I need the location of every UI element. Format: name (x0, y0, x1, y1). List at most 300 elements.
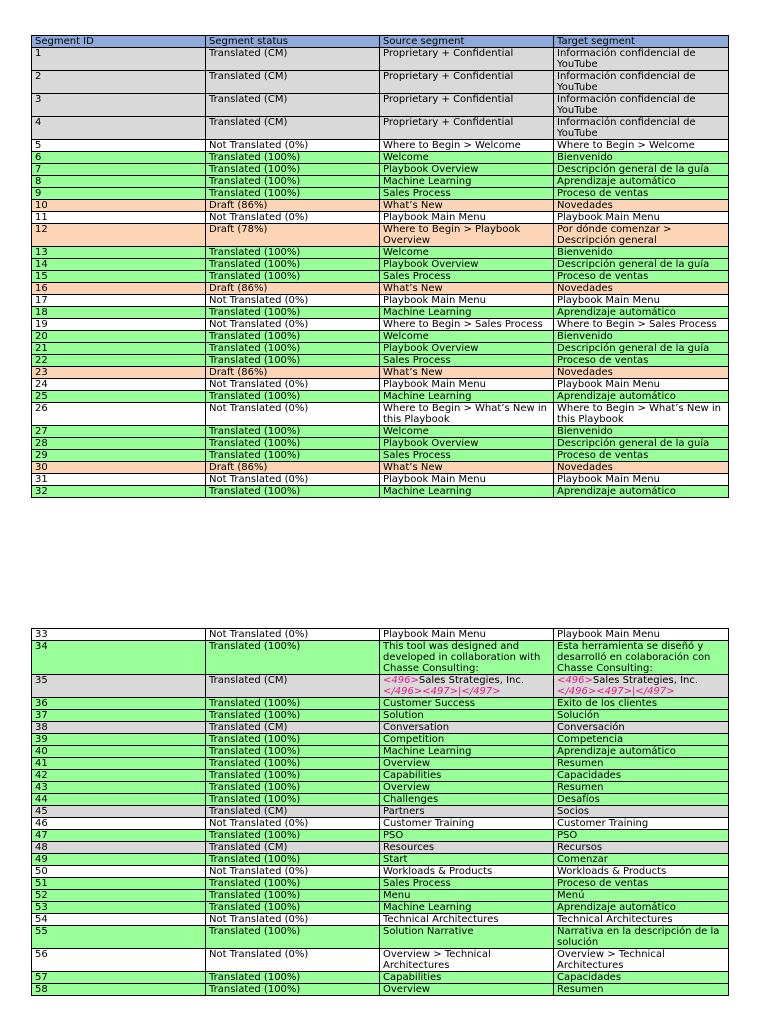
source-segment-cell: What’s New (380, 200, 554, 212)
source-segment-cell: Where to Begin > Sales Process (380, 319, 554, 331)
source-segment-cell: Playbook Main Menu (380, 474, 554, 486)
table-row (32, 307, 729, 319)
source-segment-cell: Proprietary + Confidential (380, 94, 554, 117)
table-row (32, 140, 729, 152)
segment-id-cell: 17 (32, 295, 206, 307)
source-segment-cell: Playbook Main Menu (380, 295, 554, 307)
target-segment-cell: Aprendizaje automático (554, 176, 729, 188)
table-row (32, 343, 729, 355)
segment-id-cell: 27 (32, 426, 206, 438)
segment-table-1 (31, 35, 729, 498)
segment-id-cell: 5 (32, 140, 206, 152)
table-row (32, 474, 729, 486)
source-segment-cell: Playbook Main Menu (380, 629, 554, 641)
source-segment-cell: Proprietary + Confidential (380, 117, 554, 140)
segment-status-cell: Translated (100%) (206, 247, 380, 259)
source-segment-cell: Machine Learning (380, 391, 554, 403)
segment-id-cell: 15 (32, 271, 206, 283)
table-row (32, 48, 729, 71)
inline-tag: <496> (557, 675, 593, 686)
target-segment-cell: Comenzar (554, 854, 729, 866)
source-segment-cell: Where to Begin > What’s New in this Playbook (380, 403, 554, 426)
table-row (32, 949, 729, 972)
segment-id-cell: 4 (32, 117, 206, 140)
source-segment-cell: Overview (380, 782, 554, 794)
source-segment-cell (380, 675, 554, 698)
target-segment-cell: Descripción general de la guía (554, 259, 729, 271)
target-segment-cell: Competencia (554, 734, 729, 746)
table-row (32, 984, 729, 996)
source-segment-cell: Playbook Overview (380, 259, 554, 271)
segment-status-cell: Translated (100%) (206, 746, 380, 758)
segment-id-cell: 31 (32, 474, 206, 486)
table-row (32, 878, 729, 890)
segment-status-cell: Translated (100%) (206, 878, 380, 890)
segment-status-cell: Not Translated (0%) (206, 379, 380, 391)
source-segment-cell: What’s New (380, 367, 554, 379)
segment-status-cell: Translated (100%) (206, 890, 380, 902)
table-row (32, 794, 729, 806)
segment-id-cell: 7 (32, 164, 206, 176)
table-row (32, 770, 729, 782)
segment-id-cell: 45 (32, 806, 206, 818)
target-segment-cell: Novedades (554, 462, 729, 474)
source-segment-cell: Proprietary + Confidential (380, 71, 554, 94)
inline-tag: </496><497>|</497> (383, 686, 501, 697)
table-row (32, 746, 729, 758)
target-segment-cell: Bienvenido (554, 152, 729, 164)
table-row (32, 188, 729, 200)
target-segment-cell: Where to Begin > What’s New in this Playbook (554, 403, 729, 426)
source-segment-cell: What’s New (380, 462, 554, 474)
table-row (32, 866, 729, 878)
segment-id-cell: 8 (32, 176, 206, 188)
target-segment-cell: Descripción general de la guía (554, 438, 729, 450)
segment-status-cell: Translated (100%) (206, 972, 380, 984)
target-segment-cell: Proceso de ventas (554, 878, 729, 890)
source-segment-cell: Partners (380, 806, 554, 818)
target-segment-cell (554, 675, 729, 698)
target-segment-cell: Novedades (554, 283, 729, 295)
table-row (32, 247, 729, 259)
segment-status-cell: Translated (100%) (206, 902, 380, 914)
table-row (32, 319, 729, 331)
target-segment-cell: Información confidencial de YouTube (554, 48, 729, 71)
table-row (32, 854, 729, 866)
segment-status-cell: Translated (100%) (206, 450, 380, 462)
target-segment-cell: Aprendizaje automático (554, 391, 729, 403)
segment-id-cell: 14 (32, 259, 206, 271)
segment-id-cell: 39 (32, 734, 206, 746)
segment-id-cell: 19 (32, 319, 206, 331)
source-segment-cell: Workloads & Products (380, 866, 554, 878)
table-row (32, 164, 729, 176)
source-segment-cell: Capabilities (380, 972, 554, 984)
target-segment-cell: Capacidades (554, 972, 729, 984)
table-row (32, 890, 729, 902)
segment-id-cell: 6 (32, 152, 206, 164)
table-row (32, 403, 729, 426)
segment-status-cell: Not Translated (0%) (206, 629, 380, 641)
target-segment-cell: Descripción general de la guía (554, 343, 729, 355)
inline-tag: </496><497>|</497> (557, 686, 675, 697)
source-segment-cell: Capabilities (380, 770, 554, 782)
target-segment-cell: Aprendizaje automático (554, 746, 729, 758)
segment-id-cell: 33 (32, 629, 206, 641)
table-row (32, 734, 729, 746)
target-segment-cell: Playbook Main Menu (554, 379, 729, 391)
segment-id-cell: 51 (32, 878, 206, 890)
target-segment-cell: Capacidades (554, 770, 729, 782)
target-segment-cell: Playbook Main Menu (554, 629, 729, 641)
target-segment-cell: Proceso de ventas (554, 450, 729, 462)
source-segment-cell: Challenges (380, 794, 554, 806)
source-segment-cell: Playbook Main Menu (380, 212, 554, 224)
table-row (32, 200, 729, 212)
table-row (32, 212, 729, 224)
target-segment-cell: Proceso de ventas (554, 355, 729, 367)
source-segment-cell: Overview > Technical Architectures (380, 949, 554, 972)
source-segment-cell: Welcome (380, 247, 554, 259)
source-segment-cell: Proprietary + Confidential (380, 48, 554, 71)
segment-id-cell: 56 (32, 949, 206, 972)
target-segment-cell: Por dónde comenzar > Descripción general (554, 224, 729, 247)
table-row (32, 486, 729, 498)
header-target-segment: Target segment (554, 36, 729, 48)
segment-id-cell: 1 (32, 48, 206, 71)
target-segment-cell: Resumen (554, 782, 729, 794)
target-segment-cell: Technical Architectures (554, 914, 729, 926)
segment-id-cell: 46 (32, 818, 206, 830)
segment-status-cell: Translated (100%) (206, 176, 380, 188)
source-segment-cell: Sales Process (380, 450, 554, 462)
segment-status-cell: Not Translated (0%) (206, 866, 380, 878)
table-row (32, 94, 729, 117)
table-row (32, 379, 729, 391)
source-segment-cell: Solution Narrative (380, 926, 554, 949)
segment-status-cell: Translated (100%) (206, 794, 380, 806)
segment-status-cell: Translated (CM) (206, 842, 380, 854)
source-segment-cell: Customer Training (380, 818, 554, 830)
segment-table-2-body (32, 629, 729, 996)
segment-id-cell: 34 (32, 641, 206, 675)
target-segment-cell: Solución (554, 710, 729, 722)
segment-status-cell: Translated (100%) (206, 331, 380, 343)
target-segment-cell: Bienvenido (554, 426, 729, 438)
table-row (32, 830, 729, 842)
source-segment-cell: Sales Process (380, 271, 554, 283)
segment-status-cell: Translated (100%) (206, 782, 380, 794)
target-segment-cell: Overview > Technical Architectures (554, 949, 729, 972)
segment-status-cell: Translated (100%) (206, 830, 380, 842)
table-row (32, 641, 729, 675)
segment-status-cell: Not Translated (0%) (206, 914, 380, 926)
target-segment-cell: Proceso de ventas (554, 271, 729, 283)
target-segment-cell: Desafíos (554, 794, 729, 806)
source-segment-cell: Sales Process (380, 188, 554, 200)
segment-status-cell: Translated (100%) (206, 926, 380, 949)
table-row (32, 782, 729, 794)
header-source-segment: Source segment (380, 36, 554, 48)
segment-id-cell: 58 (32, 984, 206, 996)
segment-id-cell: 28 (32, 438, 206, 450)
source-segment-cell: Machine Learning (380, 486, 554, 498)
target-segment-cell: Descripción general de la guía (554, 164, 729, 176)
segment-id-cell: 42 (32, 770, 206, 782)
segment-id-cell: 54 (32, 914, 206, 926)
target-segment-cell: Información confidencial de YouTube (554, 117, 729, 140)
segment-status-cell: Translated (CM) (206, 722, 380, 734)
segment-id-cell: 11 (32, 212, 206, 224)
segment-status-cell: Translated (100%) (206, 164, 380, 176)
target-segment-cell: Conversación (554, 722, 729, 734)
target-segment-cell: Novedades (554, 367, 729, 379)
segment-status-cell: Translated (100%) (206, 734, 380, 746)
target-segment-cell: Aprendizaje automático (554, 486, 729, 498)
source-segment-cell: Overview (380, 758, 554, 770)
table-row (32, 629, 729, 641)
source-segment-cell: Where to Begin > Playbook Overview (380, 224, 554, 247)
segment-text: Sales Strategies, Inc. (592, 675, 699, 686)
target-segment-cell: Menú (554, 890, 729, 902)
table-row (32, 71, 729, 94)
segment-id-cell: 30 (32, 462, 206, 474)
segment-status-cell: Draft (86%) (206, 367, 380, 379)
target-segment-cell: Aprendizaje automático (554, 902, 729, 914)
segment-status-cell: Translated (100%) (206, 188, 380, 200)
segment-id-cell: 16 (32, 283, 206, 295)
target-segment-cell: Recursos (554, 842, 729, 854)
table-row (32, 818, 729, 830)
source-segment-cell: Playbook Overview (380, 343, 554, 355)
segment-id-cell: 50 (32, 866, 206, 878)
segment-id-cell: 48 (32, 842, 206, 854)
target-segment-cell: PSO (554, 830, 729, 842)
segment-status-cell: Translated (CM) (206, 48, 380, 71)
segment-id-cell: 21 (32, 343, 206, 355)
segment-id-cell: 2 (32, 71, 206, 94)
segment-status-cell: Translated (100%) (206, 641, 380, 675)
segment-status-cell: Translated (100%) (206, 391, 380, 403)
segment-status-cell: Not Translated (0%) (206, 474, 380, 486)
segment-id-cell: 3 (32, 94, 206, 117)
target-segment-cell: Aprendizaje automático (554, 307, 729, 319)
table-row (32, 675, 729, 698)
target-segment-cell: Narrativa en la descripción de la solución (554, 926, 729, 949)
source-segment-cell: What’s New (380, 283, 554, 295)
segment-id-cell: 29 (32, 450, 206, 462)
header-segment-id: Segment ID (32, 36, 206, 48)
segment-id-cell: 18 (32, 307, 206, 319)
segment-table-1-body (32, 48, 729, 498)
source-segment-cell: Welcome (380, 426, 554, 438)
segment-status-cell: Not Translated (0%) (206, 295, 380, 307)
target-segment-cell: Proceso de ventas (554, 188, 729, 200)
segment-status-cell: Draft (86%) (206, 200, 380, 212)
table-row (32, 176, 729, 188)
segment-status-cell: Translated (100%) (206, 426, 380, 438)
segment-status-cell: Translated (100%) (206, 698, 380, 710)
source-segment-cell: PSO (380, 830, 554, 842)
segment-id-cell: 36 (32, 698, 206, 710)
table-row (32, 426, 729, 438)
segment-id-cell: 35 (32, 675, 206, 698)
table-row (32, 914, 729, 926)
table-row (32, 331, 729, 343)
header-segment-status: Segment status (206, 36, 380, 48)
segment-status-cell: Translated (100%) (206, 486, 380, 498)
source-segment-cell: Welcome (380, 331, 554, 343)
segment-id-cell: 40 (32, 746, 206, 758)
table-row (32, 758, 729, 770)
segment-table-2 (31, 628, 729, 996)
segment-status-cell: Translated (100%) (206, 438, 380, 450)
segment-id-cell: 52 (32, 890, 206, 902)
segment-id-cell: 41 (32, 758, 206, 770)
target-segment-cell: Playbook Main Menu (554, 212, 729, 224)
table-row (32, 438, 729, 450)
source-segment-cell: Resources (380, 842, 554, 854)
source-segment-cell: Conversation (380, 722, 554, 734)
source-segment-cell: Machine Learning (380, 176, 554, 188)
segment-status-cell: Translated (100%) (206, 355, 380, 367)
segment-id-cell: 22 (32, 355, 206, 367)
source-segment-cell: Welcome (380, 152, 554, 164)
table-row (32, 842, 729, 854)
source-segment-cell: Start (380, 854, 554, 866)
source-segment-cell: Playbook Overview (380, 164, 554, 176)
segment-status-cell: Draft (86%) (206, 283, 380, 295)
table-row (32, 283, 729, 295)
segment-status-cell: Translated (100%) (206, 307, 380, 319)
target-segment-cell: Información confidencial de YouTube (554, 94, 729, 117)
table-row (32, 902, 729, 914)
segment-id-cell: 23 (32, 367, 206, 379)
segment-id-cell: 20 (32, 331, 206, 343)
source-segment-cell: Overview (380, 984, 554, 996)
target-segment-cell: Where to Begin > Welcome (554, 140, 729, 152)
source-segment-cell: Competition (380, 734, 554, 746)
segment-status-cell: Translated (100%) (206, 984, 380, 996)
segment-status-cell: Not Translated (0%) (206, 319, 380, 331)
target-segment-cell: Bienvenido (554, 247, 729, 259)
table-row (32, 698, 729, 710)
target-segment-cell: Novedades (554, 200, 729, 212)
source-segment-cell: Sales Process (380, 878, 554, 890)
table-row (32, 972, 729, 984)
source-segment-cell: Sales Process (380, 355, 554, 367)
segment-status-cell: Translated (100%) (206, 710, 380, 722)
table-row (32, 295, 729, 307)
table-row (32, 117, 729, 140)
segment-status-cell: Translated (CM) (206, 71, 380, 94)
target-segment-cell: Información confidencial de YouTube (554, 71, 729, 94)
table-row (32, 710, 729, 722)
inline-tag: <496> (383, 675, 419, 686)
segment-id-cell: 43 (32, 782, 206, 794)
source-segment-cell: Playbook Main Menu (380, 379, 554, 391)
source-segment-cell: Playbook Overview (380, 438, 554, 450)
target-segment-cell: Éxito de los clientes (554, 698, 729, 710)
source-segment-cell: Menu (380, 890, 554, 902)
segment-status-cell: Not Translated (0%) (206, 818, 380, 830)
segment-id-cell: 26 (32, 403, 206, 426)
segment-status-cell: Translated (100%) (206, 259, 380, 271)
source-segment-cell: Technical Architectures (380, 914, 554, 926)
segment-id-cell: 44 (32, 794, 206, 806)
target-segment-cell: Customer Training (554, 818, 729, 830)
segment-id-cell: 12 (32, 224, 206, 247)
segment-status-cell: Translated (100%) (206, 854, 380, 866)
table-row (32, 462, 729, 474)
segment-status-cell: Translated (CM) (206, 675, 380, 698)
segment-id-cell: 9 (32, 188, 206, 200)
segment-id-cell: 49 (32, 854, 206, 866)
table-row (32, 391, 729, 403)
table-row (32, 450, 729, 462)
segment-status-cell: Translated (100%) (206, 758, 380, 770)
source-segment-cell: Customer Success (380, 698, 554, 710)
segment-id-cell: 25 (32, 391, 206, 403)
segment-id-cell: 55 (32, 926, 206, 949)
segment-status-cell: Draft (78%) (206, 224, 380, 247)
segment-id-cell: 32 (32, 486, 206, 498)
segment-status-cell: Not Translated (0%) (206, 403, 380, 426)
target-segment-cell: Socios (554, 806, 729, 818)
table-row (32, 271, 729, 283)
target-segment-cell: Resumen (554, 984, 729, 996)
segment-status-cell: Translated (100%) (206, 343, 380, 355)
table-row (32, 367, 729, 379)
segment-id-cell: 38 (32, 722, 206, 734)
segment-id-cell: 57 (32, 972, 206, 984)
segment-status-cell: Not Translated (0%) (206, 949, 380, 972)
segment-status-cell: Translated (100%) (206, 770, 380, 782)
segment-text: Sales Strategies, Inc. (418, 675, 525, 686)
source-segment-cell: Machine Learning (380, 902, 554, 914)
source-segment-cell: Solution (380, 710, 554, 722)
target-segment-cell: Resumen (554, 758, 729, 770)
target-segment-cell: Workloads & Products (554, 866, 729, 878)
segment-id-cell: 24 (32, 379, 206, 391)
segment-status-cell: Translated (CM) (206, 94, 380, 117)
segment-id-cell: 53 (32, 902, 206, 914)
source-segment-cell: This tool was designed and developed in collaboration with Chasse Consulting: (380, 641, 554, 675)
table-row (32, 224, 729, 247)
target-segment-cell: Esta herramienta se diseñó y desarrolló en colaboración con Chasse Consulting: (554, 641, 729, 675)
segment-status-cell: Translated (CM) (206, 117, 380, 140)
target-segment-cell: Where to Begin > Sales Process (554, 319, 729, 331)
segment-status-cell: Not Translated (0%) (206, 140, 380, 152)
segment-id-cell: 10 (32, 200, 206, 212)
table-row (32, 152, 729, 164)
table-header-row (32, 36, 729, 48)
segment-status-cell: Not Translated (0%) (206, 212, 380, 224)
segment-id-cell: 37 (32, 710, 206, 722)
table-row (32, 259, 729, 271)
segment-status-cell: Translated (CM) (206, 806, 380, 818)
segment-id-cell: 13 (32, 247, 206, 259)
target-segment-cell: Playbook Main Menu (554, 295, 729, 307)
segment-status-cell: Draft (86%) (206, 462, 380, 474)
source-segment-cell: Machine Learning (380, 307, 554, 319)
source-segment-cell: Machine Learning (380, 746, 554, 758)
segment-status-cell: Translated (100%) (206, 271, 380, 283)
target-segment-cell: Playbook Main Menu (554, 474, 729, 486)
target-segment-cell: Bienvenido (554, 331, 729, 343)
segment-status-cell: Translated (100%) (206, 152, 380, 164)
table-row (32, 722, 729, 734)
